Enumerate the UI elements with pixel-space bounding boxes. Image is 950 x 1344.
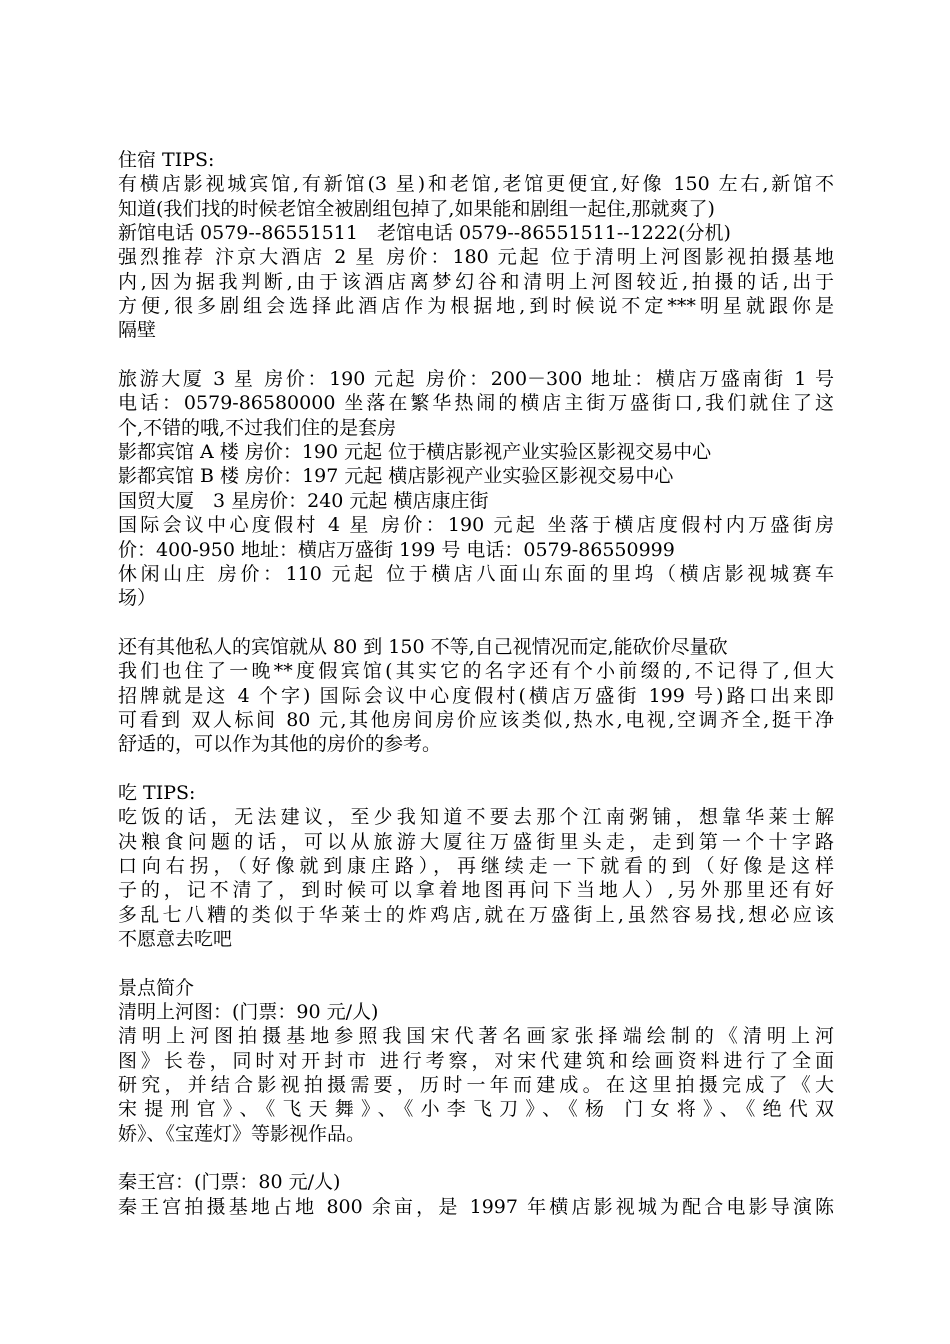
private-hotel-line: 招牌就是这 4 个字) 国际会议中心度假村(横店万盛街 199 号)路口出来即 [118,684,834,707]
lodging-heading: 住宿 TIPS: [118,149,215,171]
qingming-paragraph-line: 研究，并结合影视拍摄需要，历时一年而建成。在这里拍摄完成了《大 [118,1074,834,1097]
lodging-paragraph-line: 知道(我们找的时候老馆全被剧组包掉了,如果能和剧组一起住,那就爽了) [118,197,715,220]
blank-line [118,1146,834,1170]
hotel-entry-line: 场） [118,587,157,610]
hotel-entry-line: 旅游大厦 3 星 房价：190 元起 房价：200－300 地址：横店万盛南街 1 号 [118,368,834,391]
qingming-paragraph-line: 图》长卷，同时对开封市 进行考察，对宋代建筑和绘画资料进行了全面 [118,1049,834,1072]
blank-line [118,343,834,367]
recommend-paragraph-line: 内,因为据我判断,由于该酒店离梦幻谷和清明上河图较近,拍摄的话,出于 [118,270,834,293]
private-hotel-line: 可看到 双人标间 80 元,其他房间房价应该类似,热水,电视,空调齐全,挺干净 [118,708,834,731]
qingming-title: 清明上河图：(门票：90 元/人) [118,1001,379,1024]
eat-paragraph-line: 多乱七八糟的类似于华莱士的炸鸡店,就在万盛街上,虽然容易找,想必应该 [118,903,834,926]
qingming-paragraph-line: 娇》、《宝莲灯》等影视作品。 [118,1122,366,1145]
qingming-paragraph-line: 清明上河图拍摄基地参照我国宋代著名画家张择端绘制的《清明上河 [118,1025,834,1048]
recommend-paragraph-line: 方便,很多剧组会选择此酒店作为根据地,到时候说不定***明星就跟你是 [118,295,834,318]
lodging-paragraph-line: 有横店影视城宾馆,有新馆(3 星)和老馆,老馆更便宜,好像 150 左右,新馆不 [118,173,834,196]
eat-paragraph-line: 吃饭的话，无法建议，至少我知道不要去那个江南粥铺，想靠华莱士解 [118,806,834,829]
blank-line [118,611,834,635]
recommend-paragraph-line: 强烈推荐 汴京大酒店 2 星 房价：180 元起 位于清明上河图影视拍摄基地 [118,246,834,269]
qinwang-title: 秦王宫：(门票：80 元/人) [118,1171,341,1194]
spots-heading: 景点简介 [118,976,195,999]
blank-line [118,951,834,975]
hotel-entry-line: 国际会议中心度假村 4 星 房价：190 元起 坐落于横店度假村内万盛街房 [118,514,834,537]
eat-paragraph-line: 子的，记不清了，到时候可以拿着地图再问下当地人）,另外那里还有好 [118,879,834,902]
qingming-paragraph-line: 宋提刑官》、《飞天舞》、《小李飞刀》、《杨 门女将》、《绝代双 [118,1098,834,1121]
eat-paragraph-line: 不愿意去吃吧 [118,928,233,950]
hotel-entry-line: 个,不错的哦,不过我们住的是套房 [118,416,397,439]
eat-heading: 吃 TIPS: [118,781,196,804]
hotel-entry-line: 国贸大厦 3 星房价：240 元起 横店康庄街 [118,489,489,512]
lodging-phones-line: 新馆电话 0579--86551511 老馆电话 0579--86551511--1222(分机) [118,222,731,245]
eat-paragraph-line: 决粮食问题的话，可以从旅游大厦往万盛街里头走，走到第一个十字路 [118,830,834,853]
blank-line [118,757,834,781]
hotel-entry-line: 影都宾馆 B 楼 房价：197 元起 横店影视产业实验区影视交易中心 [118,465,674,488]
recommend-paragraph-line: 隔壁 [118,319,157,342]
qinwang-paragraph-line: 秦王宫拍摄基地占地 800 余亩，是 1997 年横店影视城为配合电影导演陈 [118,1195,834,1218]
private-hotel-line: 还有其他私人的宾馆就从 80 到 150 不等,自己视情况而定,能砍价尽量砍 [118,635,728,658]
document-page [118,148,834,1219]
private-hotel-line: 我们也住了一晚**度假宾馆(其实它的名字还有个小前缀的,不记得了,但大 [118,660,834,683]
hotel-entry-line: 价：400-950 地址：横店万盛街 199 号 电话：0579-86550999 [118,538,675,561]
hotel-entry-line: 电话：0579-86580000 坐落在繁华热闹的横店主街万盛街口,我们就住了这 [118,392,834,415]
hotel-entry-line: 影都宾馆 A 楼 房价：190 元起 位于横店影视产业实验区影视交易中心 [118,441,712,464]
hotel-entry-line: 休闲山庄 房价：110 元起 位于横店八面山东面的里坞（横店影视城赛车 [118,562,834,585]
private-hotel-line: 舒适的，可以作为其他的房价的参考。 [118,733,442,756]
eat-paragraph-line: 口向右拐，（好像就到康庄路），再继续走一下就看的到（好像是这样 [118,854,834,877]
